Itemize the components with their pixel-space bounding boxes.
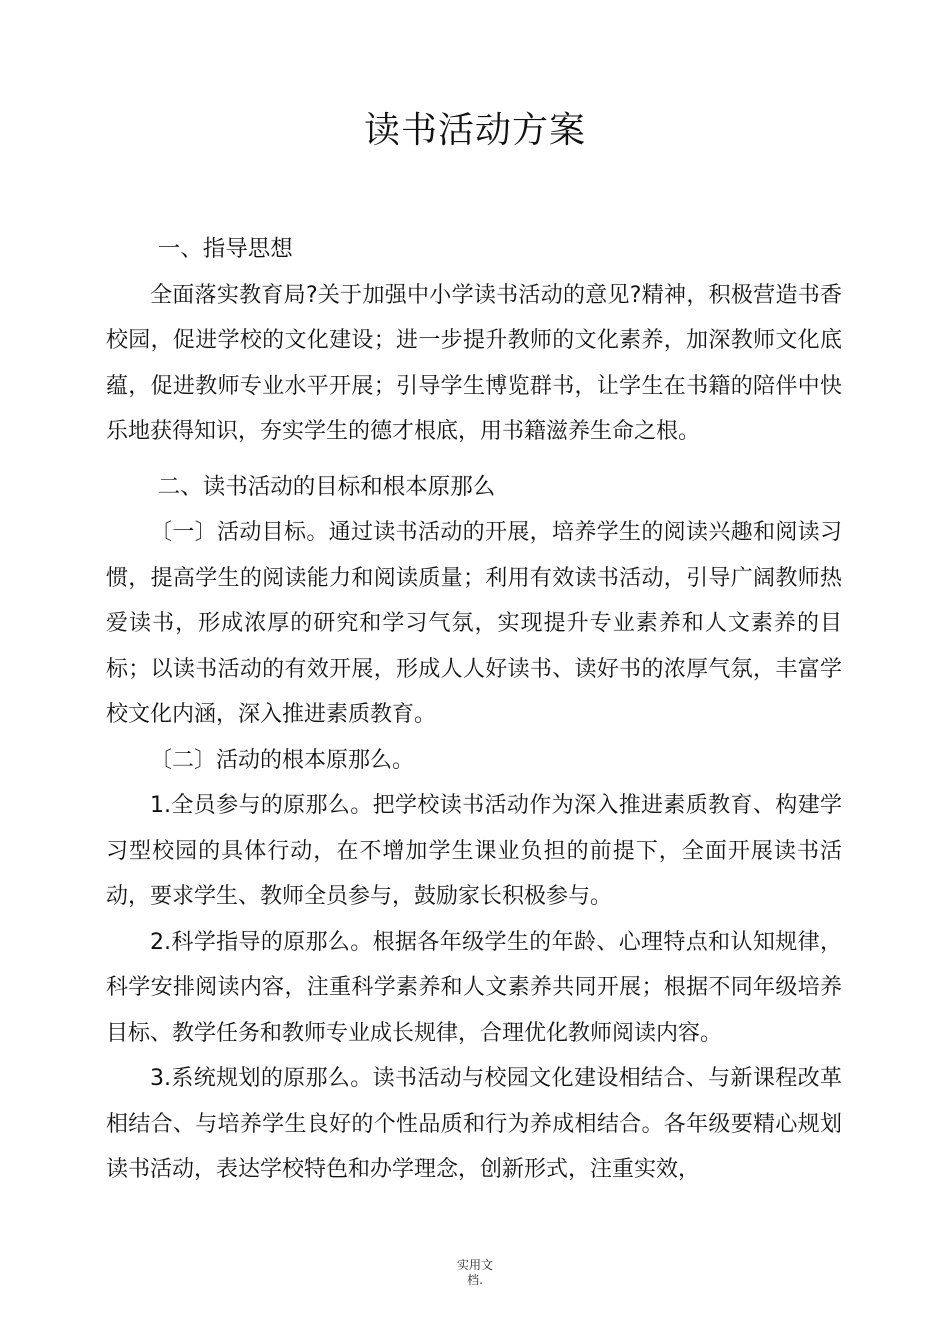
section-heading-guiding-ideology: 一、指导思想 bbox=[157, 236, 293, 262]
footer-line-2: 档. bbox=[467, 1273, 483, 1287]
paragraph-principle-2: 2.科学指导的原那么。根据各年级学生的年龄、心理特点和认知规律，科学安排阅读内容，注重科学素养和人文素养共同开展；根据不同年级培养目标、教学任务和教师专业成长规律，合理优化教师阅读内容。 bbox=[106, 929, 842, 1046]
document-body bbox=[106, 227, 842, 1193]
paragraph-principle-1: 1.全员参与的原那么。把学校读书活动作为深入推进素质教育、构建学习型校园的具体行动，在不增加学生课业负担的前提下，全面开展读书活动，要求学生、教师全员参与，鼓励家长积极参与。 bbox=[106, 793, 842, 909]
footer-line-1: 实用文 bbox=[456, 1258, 493, 1272]
page-footer bbox=[0, 1258, 950, 1288]
paragraph-principles-heading: 〔二〕活动的根本原那么。 bbox=[150, 747, 415, 773]
paragraph-activity-goals: 〔一〕活动目标。通过读书活动的开展，培养学生的阅读兴趣和阅读习惯，提高学生的阅读能力和阅读质量；利用有效读书活动，引导广阔教师热爱读书，形成浓厚的研究和学习气氛，实现提升专业素养和人文素养的目标；以读书活动的有效开展，形成人人好读书、读好书的浓厚气氛，丰富学校文化内涵，深入推进素质教育。 bbox=[106, 520, 842, 727]
document-title: 读书活动方案 bbox=[363, 110, 586, 151]
paragraph-principle-3: 3.系统规划的原那么。读书活动与校园文化建设相结合、与新课程改革相结合、与培养学生良好的个性品质和行为养成相结合。各年级要精心规划读书活动，表达学校特色和办学理念，创新形式，注重实效， bbox=[106, 1066, 842, 1182]
section-heading-goals-principles: 二、读书活动的目标和根本原那么 bbox=[157, 473, 496, 500]
paragraph-guiding-ideology: 全面落实教育局?关于加强中小学读书活动的意见?精神，积极营造书香校园，促进学校的文化建设；进一步提升教师的文化素养，加深教师文化底蕴，促进教师专业水平开展；引导学生博览群书，让学生在书籍的陪伴中快乐地获得知识，夯实学生的德才根底，用书籍滋养生命之根。 bbox=[106, 282, 842, 444]
